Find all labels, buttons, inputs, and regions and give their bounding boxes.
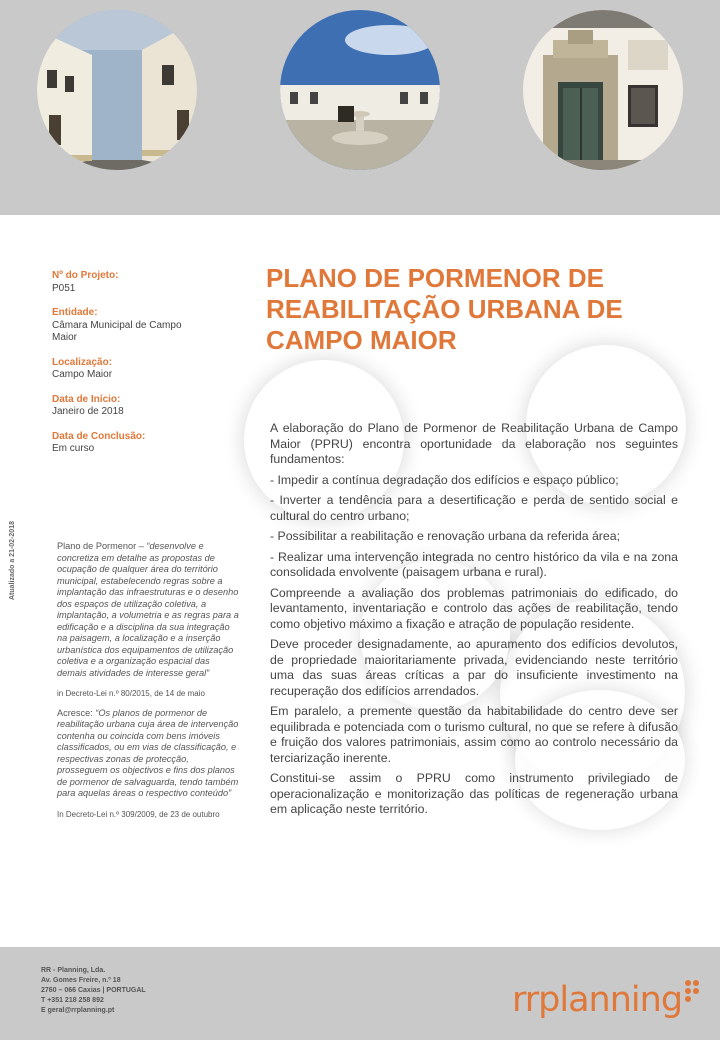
- company-logo: rrplanning: [512, 980, 683, 1020]
- project-metadata: [52, 270, 222, 468]
- location-value: Campo Maior: [52, 369, 113, 380]
- company-name: RR - Planning, Lda.: [41, 967, 106, 974]
- quote-2-reference: In Decreto-Lei n.º 309/2009, de 23 de outubro: [57, 809, 220, 819]
- end-date-value: Em curso: [52, 443, 95, 454]
- project-number-value: P051: [52, 282, 76, 294]
- page-title: PLANO DE PORMENOR DE REABILITAÇÃO URBANA DE CAMPO MAIOR: [266, 263, 623, 355]
- entity-label: Entidade:: [52, 307, 98, 318]
- legal-quotes: [57, 541, 241, 828]
- paragraph: Compreende a avaliação dos problemas patrimoniais do edificado, do levantamento, inventariação e controlo das ações de reabilitação, tendo como objetivo máximo a fixação e atração de população residente.: [270, 585, 678, 631]
- quote-2-term: Acresce:: [57, 707, 96, 718]
- quote-1-term: Plano de Pormenor: [57, 541, 137, 551]
- company-phone: T +351 218 258 892: [41, 997, 104, 1004]
- company-city: 2760 – 066 Caxias | PORTUGAL: [41, 987, 146, 994]
- company-address: [41, 966, 146, 1016]
- photo-square-fountain: [280, 10, 440, 170]
- header-band: [0, 0, 720, 215]
- footer: [0, 947, 720, 1040]
- quote-1-reference: in Decreto-Lei n.º 80/2015, de 14 de maio: [57, 689, 205, 698]
- quote-2-text: “Os planos de pormenor de reabilitação urbana cuja área de intervenção contenha ou coincida com bens imóveis classificados, ou em vias de classificação, e respectivas zonas de protecção, prosseguem os objectivos e fins dos planos de pormenor de salvaguarda, tendo também para aquelas áreas o respectivo conteúdo”: [57, 707, 239, 798]
- end-date-label: Data de Conclusão:: [52, 430, 146, 442]
- paragraph: - Inverter a tendência para a desertificação e perda de sentido social e cultural do centro urbano;: [270, 493, 678, 523]
- body-text: [270, 421, 678, 823]
- location-label: Localização:: [52, 356, 113, 368]
- paragraph: Deve proceder designadamente, ao apuramento dos edifícios devolutos, de propriedade maioritariamente privada, evidenciando neste território uma das suas áreas críticas a par do insuficiente investimento na recuperação dos edifícios arrendados.: [270, 637, 678, 698]
- company-email: E geral@rrplanning.pt: [41, 1007, 115, 1014]
- quote-1-text: – “desenvolve e concretiza em detalhe as propostas de ocupação de qualquer área do território municipal, estabelecendo regras sobre a implantação das infraestruturas e o desenho dos espaços de utilização coletiva, a implantação, a volumetria e as regras para a edificação e a disciplina da sua integração na paisagem, a localização e a inserção urbanística dos equipamentos de utilização coletiva e a organização espacial das demais atividades de interesse geral”: [57, 541, 239, 678]
- photo-building-door: [523, 10, 683, 170]
- start-date-value: Janeiro de 2018: [52, 406, 124, 417]
- project-number-label: Nº do Projeto:: [52, 270, 119, 281]
- paragraph: Em paralelo, a premente questão da habitabilidade do centro deve ser equilibrada e potenciada com o turismo cultural, no que se refere à difusão e fruição dos valores patrimoniais, assim como ao controlo necessário da terciarização inerente.: [270, 704, 678, 765]
- paragraph: - Possibilitar a reabilitação e renovação urbana da referida área;: [270, 529, 620, 543]
- updated-date-label: Atualizado a 21-02-2018: [9, 521, 16, 600]
- quote-1: [57, 541, 241, 679]
- start-date-label: Data de Início:: [52, 393, 121, 405]
- quote-2: [57, 708, 241, 800]
- paragraph: A elaboração do Plano de Pormenor de Reabilitação Urbana de Campo Maior (PPRU) encontra oportunidade da elaboração nos seguintes fundamentos:: [270, 421, 678, 466]
- paragraph: - Realizar uma intervenção integrada no centro histórico da vila e na zona consolidada envolvente (paisagem urbana e rural).: [270, 549, 678, 579]
- company-street: Av. Gomes Freire, n.º 18: [41, 977, 121, 984]
- paragraph: - Impedir a contínua degradação dos edifícios e espaço público;: [270, 472, 619, 487]
- logo-dots-icon: [684, 979, 708, 1003]
- paragraph: Constitui-se assim o PPRU como instrumento privilegiado de operacionalização e monitorização das políticas de regeneração urbana em aplicação neste território.: [270, 771, 678, 816]
- photo-street: [37, 10, 197, 170]
- entity-value: Câmara Municipal de Campo Maior: [52, 319, 182, 343]
